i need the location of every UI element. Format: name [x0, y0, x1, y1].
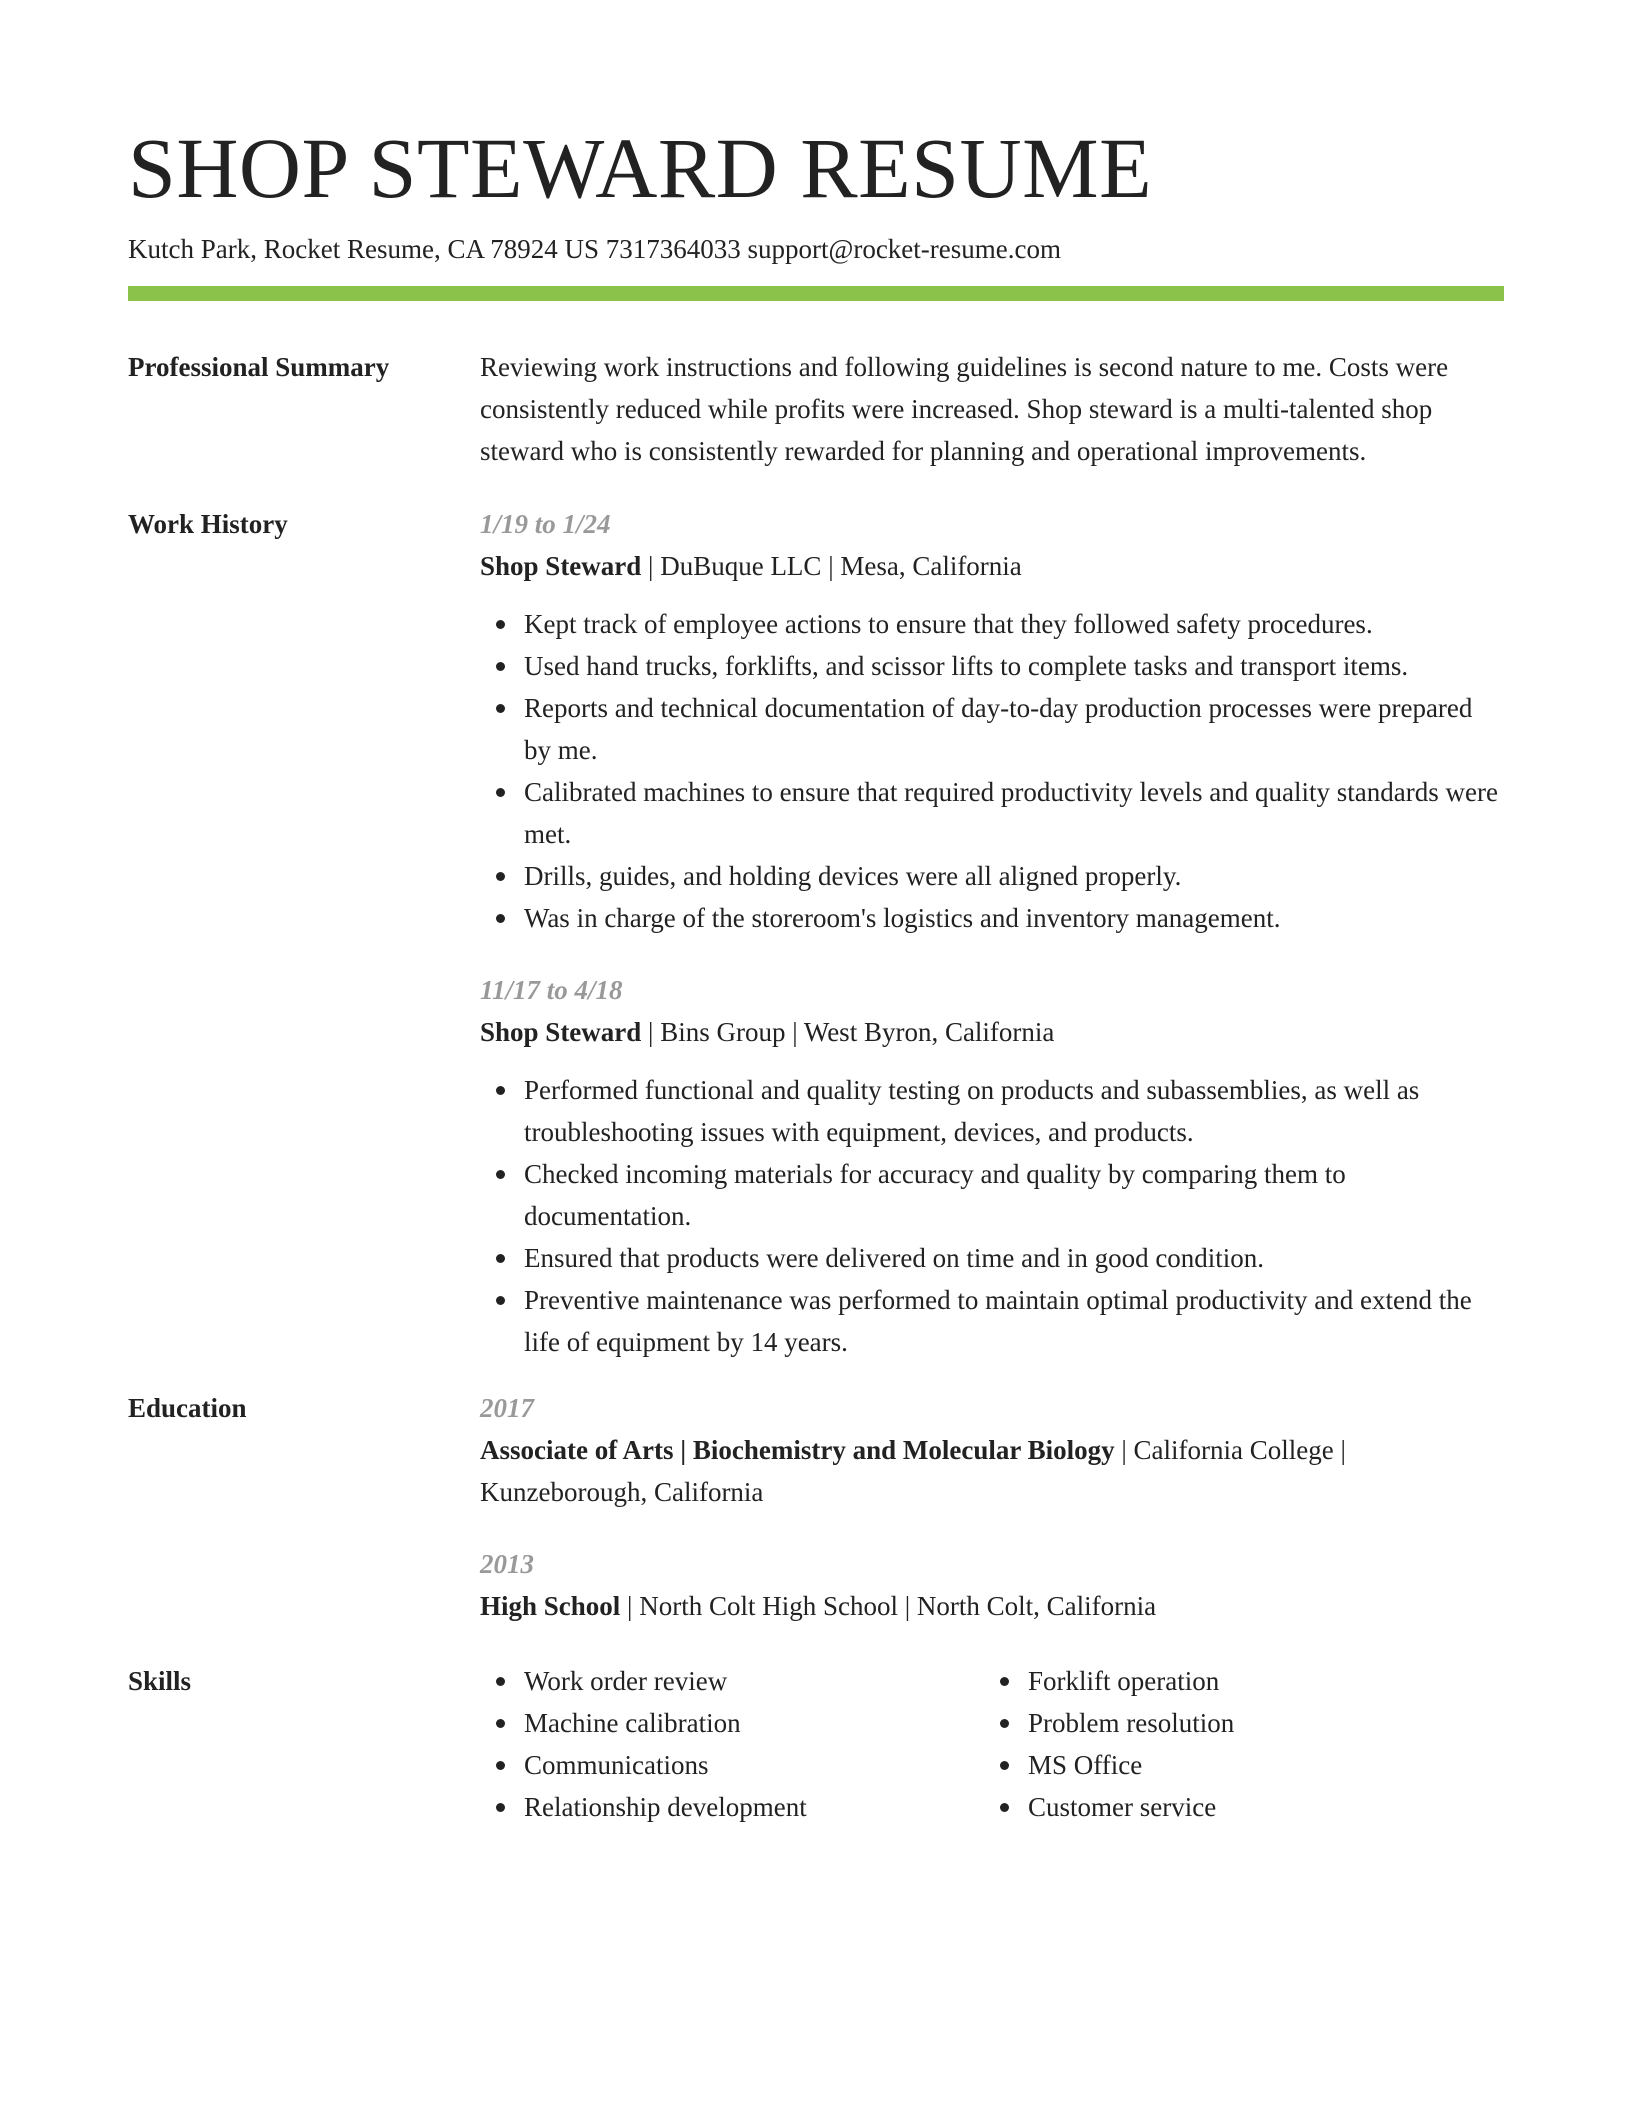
work-history-body [480, 503, 1504, 1363]
school-location: | North Colt High School | North Colt, California [620, 1591, 1157, 1621]
summary-heading: Professional Summary [128, 352, 390, 382]
job-duties-list [480, 1069, 1504, 1363]
job-duties-list [480, 603, 1504, 939]
job-employer-location: | DuBuque LLC | Mesa, California [641, 551, 1022, 581]
degree: High School [480, 1591, 621, 1621]
education-body [480, 1387, 1504, 1627]
job-duty: Performed functional and quality testing on products and subassemblies, as well as troubleshooting issues with equipment, devices, and products. [524, 1069, 1504, 1153]
education-heading: Education [128, 1393, 247, 1423]
education-heading-line [480, 1429, 1504, 1513]
skill-item: MS Office [1028, 1744, 1488, 1786]
job-duty: Calibrated machines to ensure that required productivity levels and quality standards were met. [524, 771, 1504, 855]
education-heading-line [480, 1585, 1504, 1627]
job-heading [480, 1011, 1504, 1053]
header-divider [128, 286, 1504, 301]
job-duty: Drills, guides, and holding devices were all aligned properly. [524, 855, 1504, 897]
skills-list [480, 1660, 984, 1828]
skills-column-left [480, 1660, 984, 1828]
job-duty: Kept track of employee actions to ensure that they followed safety procedures. [524, 603, 1504, 645]
skill-item: Relationship development [524, 1786, 984, 1828]
skill-item: Problem resolution [1028, 1702, 1488, 1744]
education-entry [480, 1387, 1504, 1513]
job-title: Shop Steward [480, 1017, 642, 1047]
degree: Associate of Arts | Biochemistry and Molecular Biology [480, 1435, 1115, 1465]
contact-line: Kutch Park, Rocket Resume, CA 78924 US 7317364033 support@rocket-resume.com [128, 234, 1061, 264]
skill-item: Communications [524, 1744, 984, 1786]
skills-grid [480, 1660, 1504, 1828]
skill-item: Customer service [1028, 1786, 1488, 1828]
job-duty: Preventive maintenance was performed to maintain optimal productivity and extend the life of equipment by 14 years. [524, 1279, 1504, 1363]
skills-heading: Skills [128, 1666, 192, 1696]
job-employer-location: | Bins Group | West Byron, California [641, 1017, 1055, 1047]
job-duty: Reports and technical documentation of day-to-day production processes were prepared by me. [524, 687, 1504, 771]
work-history-heading: Work History [128, 509, 288, 539]
education-year: 2017 [480, 1393, 534, 1423]
job-entry [480, 969, 1504, 1363]
summary-text: Reviewing work instructions and following guidelines is second nature to me. Costs were consistently reduced while profits were increased. Shop steward is a multi-talented shop steward who is consistently rewarded for planning and operational improvements. [480, 352, 1449, 466]
job-heading [480, 545, 1504, 587]
job-title: Shop Steward [480, 551, 642, 581]
job-duty: Used hand trucks, forklifts, and scissor lifts to complete tasks and transport items. [524, 645, 1504, 687]
education-entry [480, 1543, 1504, 1627]
job-dates: 11/17 to 4/18 [480, 975, 623, 1005]
education-year: 2013 [480, 1549, 534, 1579]
school-location: | California College | Kunzeborough, California [480, 1435, 1346, 1507]
skills-body [480, 1660, 1504, 1828]
skills-list [984, 1660, 1488, 1828]
job-duty: Was in charge of the storeroom's logistics and inventory management. [524, 897, 1504, 939]
job-duty: Ensured that products were delivered on time and in good condition. [524, 1237, 1504, 1279]
job-entry [480, 503, 1504, 939]
job-duty: Checked incoming materials for accuracy and quality by comparing them to documentation. [524, 1153, 1504, 1237]
skill-item: Work order review [524, 1660, 984, 1702]
summary-body [480, 346, 1504, 472]
skills-column-right [984, 1660, 1488, 1828]
skill-item: Forklift operation [1028, 1660, 1488, 1702]
resume-title: SHOP STEWARD RESUME [128, 120, 1153, 216]
skill-item: Machine calibration [524, 1702, 984, 1744]
job-dates: 1/19 to 1/24 [480, 509, 611, 539]
